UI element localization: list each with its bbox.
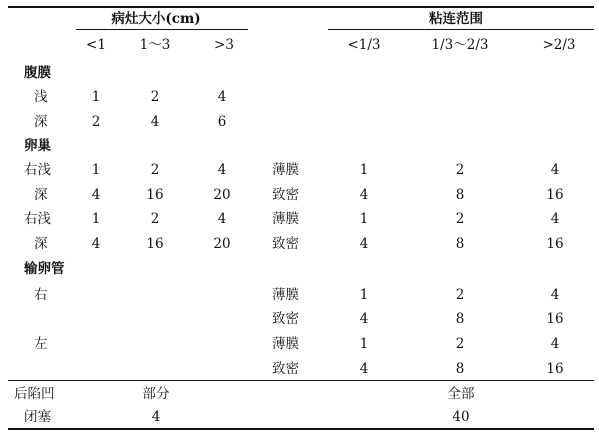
adhesion-type: 薄膜 [272,162,299,178]
partial-label: 部分 [142,386,170,402]
section-peritoneum: 腹膜 [24,65,51,81]
row-label: 左 [34,336,48,352]
size-value: 1 [91,162,101,178]
adhesion-value: 1 [359,211,369,227]
size-col-3: >3 [214,37,234,53]
adhesion-value: 2 [455,211,465,227]
size-value: 4 [217,211,227,227]
adhesion-value: 2 [455,336,465,352]
obliteration-label: 闭塞 [24,409,51,425]
size-value: 4 [217,162,227,178]
size-value: 4 [91,187,101,203]
size-value: 20 [213,236,231,252]
adhesion-type: 薄膜 [272,287,299,303]
bottom-rule [8,428,594,430]
adhesion-title: 粘连范围 [429,11,483,27]
adhesion-value: 4 [359,311,369,327]
row-label: 深 [34,187,48,203]
size-value: 16 [146,236,164,252]
size-value: 2 [150,211,160,227]
adhesion-value: 8 [455,311,465,327]
adhesion-value: 4 [359,236,369,252]
adhesion-value: 8 [455,236,465,252]
row-label: 右 [34,287,48,303]
lesion-size-title: 病灶大小(cm) [111,11,201,27]
size-value: 2 [91,114,101,130]
adh-col-2: 1/3～2/3 [431,37,489,53]
adhesion-value: 16 [546,236,564,252]
lesion-size-underline [76,29,248,30]
cul-de-sac-label: 后陷凹 [14,386,55,402]
row-label: 右浅 [24,211,51,227]
adh-col-1: <1/3 [347,37,381,53]
adhesion-value: 4 [550,336,560,352]
row-label: 深 [34,114,48,130]
adhesion-value: 16 [546,187,564,203]
size-value: 4 [217,89,227,105]
complete-value: 40 [452,409,470,425]
size-col-2: 1～3 [139,37,171,53]
adhesion-value: 8 [455,187,465,203]
adhesion-value: 4 [359,361,369,377]
adhesion-underline [328,29,594,30]
row-label: 右浅 [24,162,51,178]
adhesion-value: 8 [455,361,465,377]
size-value: 1 [91,89,101,105]
adhesion-value: 1 [359,336,369,352]
adhesion-value: 4 [359,187,369,203]
adhesion-type: 薄膜 [272,211,299,227]
size-value: 4 [91,236,101,252]
adhesion-value: 1 [359,287,369,303]
section-ovary: 卵巢 [24,138,51,154]
adhesion-value: 16 [546,311,564,327]
size-value: 2 [150,162,160,178]
top-rule [8,6,594,8]
adhesion-type: 致密 [272,361,299,377]
size-value: 4 [150,114,160,130]
footer-rule [8,380,594,381]
adhesion-value: 2 [455,287,465,303]
adhesion-type: 致密 [272,187,299,203]
adhesion-type: 薄膜 [272,336,299,352]
size-value: 2 [150,89,160,105]
adhesion-type: 致密 [272,311,299,327]
adhesion-value: 2 [455,162,465,178]
size-value: 6 [217,114,227,130]
size-value: 16 [146,187,164,203]
adhesion-type: 致密 [272,236,299,252]
section-tube: 输卵管 [24,261,65,277]
adh-col-3: >2/3 [542,37,576,53]
size-col-1: <1 [86,37,106,53]
adhesion-value: 4 [550,287,560,303]
adhesion-value: 1 [359,162,369,178]
adhesion-value: 4 [550,162,560,178]
adhesion-value: 16 [546,361,564,377]
size-value: 1 [91,211,101,227]
adhesion-value: 4 [550,211,560,227]
complete-label: 全部 [447,386,475,402]
row-label: 浅 [34,89,48,105]
row-label: 深 [34,236,48,252]
size-value: 20 [213,187,231,203]
partial-value: 4 [151,409,161,425]
